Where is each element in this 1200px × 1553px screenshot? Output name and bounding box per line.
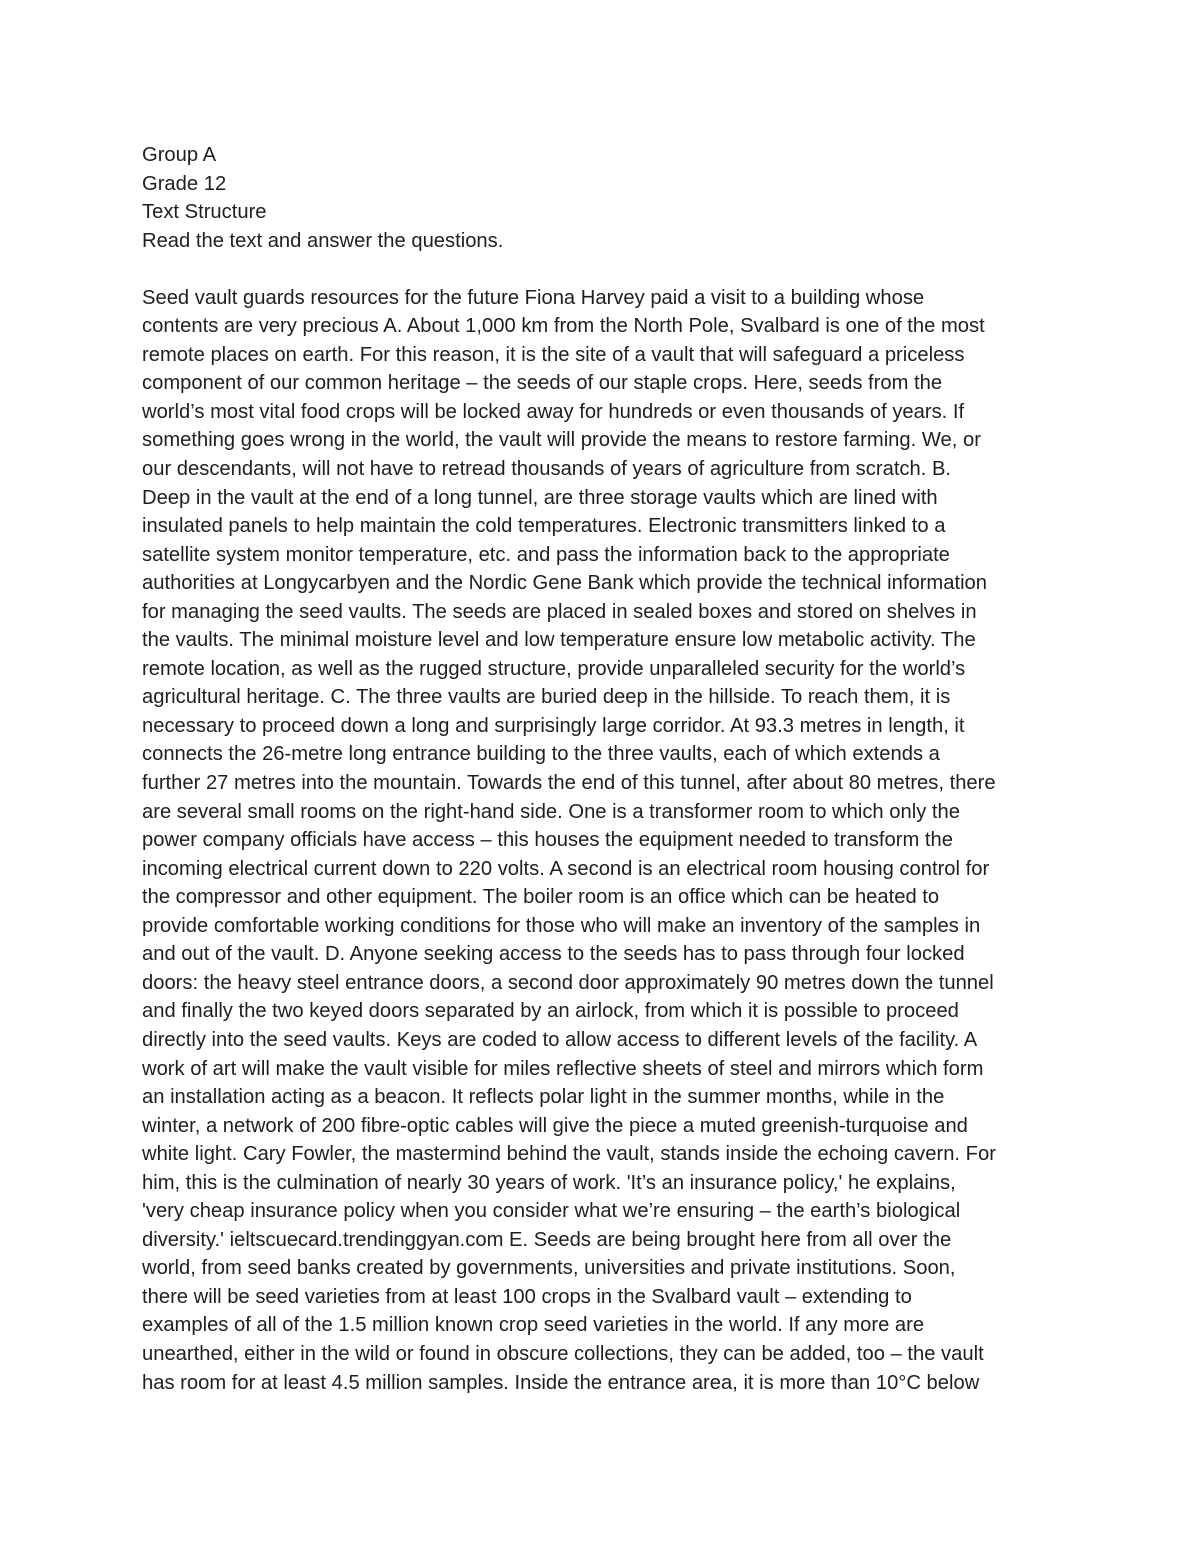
passage-line: an installation acting as a beacon. It reflects polar light in the summer months, while in the [142, 1086, 945, 1109]
passage-line: further 27 metres into the mountain. Towards the end of this tunnel, after about 80 metres, there [142, 772, 996, 795]
passage-line: him, this is the culmination of nearly 30 years of work. 'It’s an insurance policy,' he explains, [142, 1171, 956, 1194]
passage-line: are several small rooms on the right-hand side. One is a transformer room to which only the [142, 800, 960, 823]
passage-line: necessary to proceed down a long and surprisingly large corridor. At 93.3 metres in length, it [142, 714, 965, 737]
passage-line: 'very cheap insurance policy when you consider what we’re ensuring – the earth’s biological [142, 1200, 961, 1223]
passage-line: world’s most vital food crops will be locked away for hundreds or even thousands of years. If [142, 400, 965, 423]
passage-line: there will be seed varieties from at least 100 crops in the Svalbard vault – extending to [142, 1285, 912, 1308]
topic-label: Text Structure [142, 201, 267, 224]
passage-line: insulated panels to help maintain the cold temperatures. Electronic transmitters linked to a [142, 515, 946, 538]
passage-line: work of art will make the vault visible for miles reflective sheets of steel and mirrors which form [142, 1057, 984, 1080]
passage-line: satellite system monitor temperature, etc. and pass the information back to the appropriate [142, 543, 950, 566]
passage-line: incoming electrical current down to 220 volts. A second is an electrical room housing control for [142, 857, 990, 880]
passage-line: unearthed, either in the wild or found in obscure collections, they can be added, too – the vault [142, 1342, 984, 1365]
passage-line: Deep in the vault at the end of a long tunnel, are three storage vaults which are lined with [142, 486, 938, 509]
passage-line: power company officials have access – this houses the equipment needed to transform the [142, 829, 953, 852]
passage-line: agricultural heritage. C. The three vaults are buried deep in the hillside. To reach them, it is [142, 686, 951, 709]
passage-line: provide comfortable working conditions for those who will make an inventory of the samples in [142, 914, 981, 937]
passage-line: something goes wrong in the world, the vault will provide the means to restore farming. We, or [142, 429, 981, 452]
passage-line: and finally the two keyed doors separated by an airlock, from which it is possible to proceed [142, 1000, 959, 1023]
paragraph-spacer [142, 255, 1062, 284]
passage-line: component of our common heritage – the seeds of our staple crops. Here, seeds from the [142, 372, 943, 395]
passage-line: directly into the seed vaults. Keys are coded to allow access to different levels of the facility. A [142, 1028, 978, 1051]
passage-line: and out of the vault. D. Anyone seeking access to the seeds has to pass through four locked [142, 943, 965, 966]
passage-line: has room for at least 4.5 million samples. Inside the entrance area, it is more than 10°C below [142, 1371, 980, 1394]
passage-line: winter, a network of 200 fibre-optic cables will give the piece a muted greenish-turquoise and [142, 1114, 968, 1137]
passage-line: contents are very precious A. About 1,000 km from the North Pole, Svalbard is one of the most [142, 315, 985, 338]
document-text [142, 141, 1062, 1397]
grade-label: Grade 12 [142, 172, 227, 195]
passage-line: our descendants, will not have to retread thousands of years of agriculture from scratch. B. [142, 458, 952, 481]
passage-line: doors: the heavy steel entrance doors, a second door approximately 90 metres down the tunnel [142, 971, 994, 994]
passage-line: the vaults. The minimal moisture level and low temperature ensure low metabolic activity. The [142, 629, 976, 652]
passage-body [142, 284, 1062, 1397]
group-label: Group A [142, 144, 217, 166]
passage-line: diversity.' ieltscuecard.trendinggyan.com E. Seeds are being brought here from all over the [142, 1228, 952, 1251]
passage-line: white light. Cary Fowler, the mastermind behind the vault, stands inside the echoing cavern. For [142, 1143, 996, 1166]
instruction-text: Read the text and answer the questions. [142, 229, 504, 252]
passage-line: examples of all of the 1.5 million known crop seed varieties in the world. If any more are [142, 1314, 925, 1337]
passage-line: the compressor and other equipment. The boiler room is an office which can be heated to [142, 886, 940, 909]
passage-line: authorities at Longycarbyen and the Nordic Gene Bank which provide the technical information [142, 572, 988, 595]
passage-line: world, from seed banks created by governments, universities and private institutions. Soon, [142, 1257, 956, 1280]
passage-line: remote location, as well as the rugged structure, provide unparalleled security for the world’s [142, 657, 966, 680]
passage-line: Seed vault guards resources for the future Fiona Harvey paid a visit to a building whose [142, 286, 925, 309]
passage-line: remote places on earth. For this reason, it is the site of a vault that will safeguard a priceless [142, 343, 965, 366]
passage-line: connects the 26-metre long entrance building to the three vaults, each of which extends a [142, 743, 940, 766]
passage-line: for managing the seed vaults. The seeds are placed in sealed boxes and stored on shelves in [142, 600, 977, 623]
